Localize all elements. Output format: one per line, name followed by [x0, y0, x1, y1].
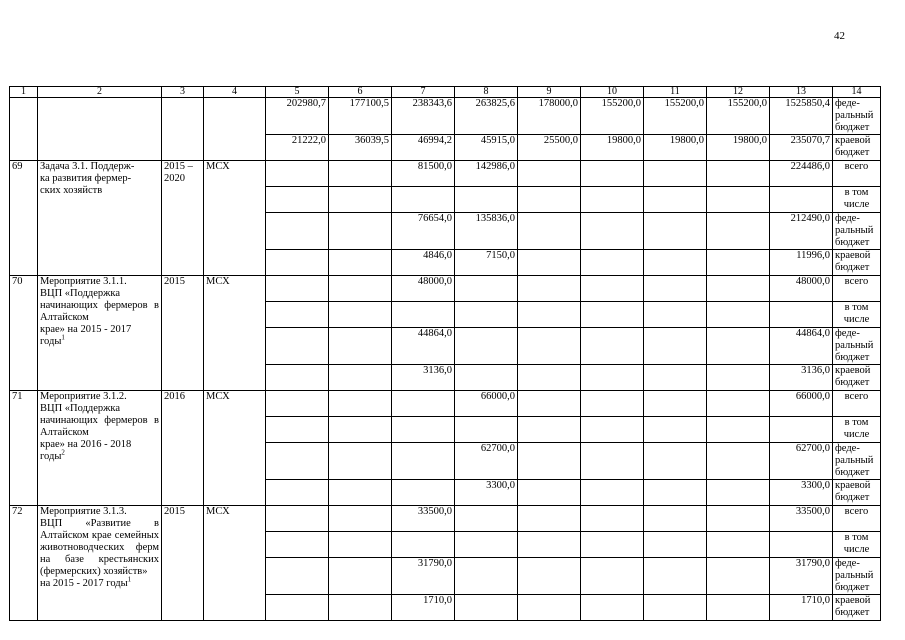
amount-cell	[770, 302, 833, 328]
amount-cell	[455, 302, 518, 328]
amount-cell	[266, 328, 329, 365]
amount-cell	[329, 558, 392, 595]
amount-cell	[266, 161, 329, 187]
amount-cell	[581, 506, 644, 532]
funding-source-cell: всего	[833, 391, 881, 417]
amount-cell	[329, 532, 392, 558]
amount-cell	[518, 365, 581, 391]
amount-cell: 1525850,4	[770, 98, 833, 135]
amount-cell	[707, 328, 770, 365]
amount-cell: 21222,0	[266, 135, 329, 161]
row-number-cell: 71	[10, 391, 38, 506]
amount-cell	[266, 443, 329, 480]
amount-cell	[644, 250, 707, 276]
table-row	[10, 276, 881, 302]
amount-cell	[266, 250, 329, 276]
period-cell: 2015 – 2020	[162, 161, 204, 276]
amount-cell: 66000,0	[770, 391, 833, 417]
amount-cell: 33500,0	[770, 506, 833, 532]
table-row	[10, 391, 881, 417]
amount-cell	[518, 443, 581, 480]
activity-name-cell: Мероприятие 3.1.2. ВЦП «Поддержка начинающих фермеров в Алтайском крае» на 2016 - 2018 годы$^2$	[38, 391, 162, 506]
funding-source-cell: краевой бюджет	[833, 365, 881, 391]
amount-cell	[455, 595, 518, 621]
amount-cell: 45915,0	[455, 135, 518, 161]
page-number: 42	[834, 30, 845, 42]
amount-cell	[518, 328, 581, 365]
column-number-cell: 11	[644, 87, 707, 98]
table-row	[10, 98, 881, 135]
funding-source-cell: краевой бюджет	[833, 250, 881, 276]
amount-cell	[581, 187, 644, 213]
amount-cell	[329, 391, 392, 417]
amount-cell	[644, 187, 707, 213]
amount-cell: 3300,0	[455, 480, 518, 506]
amount-cell	[455, 558, 518, 595]
amount-cell: 155200,0	[644, 98, 707, 135]
amount-cell	[518, 161, 581, 187]
amount-cell	[581, 328, 644, 365]
amount-cell	[266, 276, 329, 302]
column-number-cell: 10	[581, 87, 644, 98]
amount-cell	[707, 506, 770, 532]
amount-cell	[581, 276, 644, 302]
amount-cell: 66000,0	[455, 391, 518, 417]
amount-cell: 1710,0	[770, 595, 833, 621]
amount-cell	[455, 417, 518, 443]
amount-cell	[644, 213, 707, 250]
amount-cell: 25500,0	[518, 135, 581, 161]
funding-source-cell: в том числе	[833, 187, 881, 213]
amount-cell	[644, 506, 707, 532]
amount-cell	[329, 480, 392, 506]
amount-cell	[392, 302, 455, 328]
column-number-cell: 9	[518, 87, 581, 98]
amount-cell: 235070,7	[770, 135, 833, 161]
amount-cell	[266, 506, 329, 532]
amount-cell	[455, 187, 518, 213]
amount-cell	[581, 391, 644, 417]
amount-cell: 135836,0	[455, 213, 518, 250]
amount-cell	[518, 391, 581, 417]
amount-cell: 238343,6	[392, 98, 455, 135]
amount-cell	[707, 532, 770, 558]
amount-cell	[455, 365, 518, 391]
amount-cell: 11996,0	[770, 250, 833, 276]
amount-cell: 263825,6	[455, 98, 518, 135]
amount-cell	[707, 187, 770, 213]
row-number-cell: 69	[10, 161, 38, 276]
table-row	[10, 161, 881, 187]
funding-source-cell: в том числе	[833, 302, 881, 328]
amount-cell	[581, 365, 644, 391]
funding-source-cell: краевой бюджет	[833, 135, 881, 161]
funding-source-cell: всего	[833, 506, 881, 532]
column-number-cell: 2	[38, 87, 162, 98]
amount-cell	[707, 161, 770, 187]
column-number-cell: 5	[266, 87, 329, 98]
funding-source-cell: краевой бюджет	[833, 595, 881, 621]
amount-cell	[707, 558, 770, 595]
amount-cell	[707, 302, 770, 328]
amount-cell	[518, 276, 581, 302]
amount-cell: 44864,0	[770, 328, 833, 365]
amount-cell: 177100,5	[329, 98, 392, 135]
amount-cell: 36039,5	[329, 135, 392, 161]
amount-cell: 4846,0	[392, 250, 455, 276]
column-number-cell: 1	[10, 87, 38, 98]
table-row	[10, 506, 881, 532]
amount-cell	[518, 595, 581, 621]
column-number-cell: 3	[162, 87, 204, 98]
amount-cell	[266, 595, 329, 621]
activity-name-cell: Задача 3.1. Поддерж- ка развития фермер- ских хозяйств	[38, 161, 162, 276]
amount-cell: 202980,7	[266, 98, 329, 135]
amount-cell	[644, 417, 707, 443]
amount-cell	[329, 161, 392, 187]
amount-cell	[329, 417, 392, 443]
amount-cell: 44864,0	[392, 328, 455, 365]
amount-cell	[644, 480, 707, 506]
amount-cell: 1710,0	[392, 595, 455, 621]
column-number-row	[10, 87, 881, 98]
column-number-cell: 6	[329, 87, 392, 98]
amount-cell	[518, 302, 581, 328]
column-number-cell: 14	[833, 87, 881, 98]
amount-cell	[770, 417, 833, 443]
amount-cell	[581, 302, 644, 328]
amount-cell: 81500,0	[392, 161, 455, 187]
executor-cell: МСХ	[204, 276, 266, 391]
amount-cell	[644, 276, 707, 302]
amount-cell: 48000,0	[770, 276, 833, 302]
amount-cell	[770, 532, 833, 558]
funding-source-cell: феде- ральный бюджет	[833, 98, 881, 135]
amount-cell	[329, 365, 392, 391]
amount-cell	[329, 213, 392, 250]
amount-cell	[707, 250, 770, 276]
amount-cell: 33500,0	[392, 506, 455, 532]
funding-source-cell: всего	[833, 276, 881, 302]
activity-name-cell	[38, 98, 162, 161]
amount-cell: 19800,0	[581, 135, 644, 161]
funding-source-cell: феде- ральный бюджет	[833, 328, 881, 365]
amount-cell	[707, 417, 770, 443]
amount-cell	[329, 250, 392, 276]
amount-cell	[392, 443, 455, 480]
amount-cell	[455, 276, 518, 302]
amount-cell	[644, 328, 707, 365]
column-number-cell: 12	[707, 87, 770, 98]
amount-cell	[266, 302, 329, 328]
amount-cell	[581, 250, 644, 276]
amount-cell	[455, 532, 518, 558]
amount-cell	[455, 328, 518, 365]
amount-cell: 31790,0	[392, 558, 455, 595]
funding-source-cell: феде- ральный бюджет	[833, 443, 881, 480]
amount-cell	[707, 365, 770, 391]
period-cell: 2015	[162, 276, 204, 391]
executor-cell	[204, 98, 266, 161]
period-cell: 2015	[162, 506, 204, 621]
amount-cell: 212490,0	[770, 213, 833, 250]
amount-cell	[581, 161, 644, 187]
funding-source-cell: краевой бюджет	[833, 480, 881, 506]
amount-cell	[329, 276, 392, 302]
amount-cell	[644, 391, 707, 417]
activity-name-cell: Мероприятие 3.1.3. ВЦП «Развитие в Алтайском крае семейных животноводческих ферм на базе крестьянских (фермерских) хозяйств» на 2015 - 2017 годы$^1$	[38, 506, 162, 621]
row-number-cell: 72	[10, 506, 38, 621]
executor-cell: МСХ	[204, 391, 266, 506]
amount-cell	[581, 558, 644, 595]
amount-cell	[266, 532, 329, 558]
funding-source-cell: феде- ральный бюджет	[833, 213, 881, 250]
column-number-cell: 8	[455, 87, 518, 98]
amount-cell	[581, 532, 644, 558]
amount-cell: 48000,0	[392, 276, 455, 302]
amount-cell	[266, 365, 329, 391]
funding-source-cell: в том числе	[833, 417, 881, 443]
amount-cell	[518, 417, 581, 443]
amount-cell	[329, 187, 392, 213]
amount-cell: 155200,0	[581, 98, 644, 135]
amount-cell	[329, 443, 392, 480]
amount-cell	[266, 417, 329, 443]
amount-cell	[518, 213, 581, 250]
amount-cell	[644, 558, 707, 595]
amount-cell	[581, 480, 644, 506]
amount-cell	[644, 365, 707, 391]
amount-cell	[392, 532, 455, 558]
amount-cell	[392, 417, 455, 443]
amount-cell	[707, 276, 770, 302]
amount-cell: 31790,0	[770, 558, 833, 595]
amount-cell: 19800,0	[644, 135, 707, 161]
amount-cell: 178000,0	[518, 98, 581, 135]
amount-cell	[707, 213, 770, 250]
column-number-cell: 7	[392, 87, 455, 98]
amount-cell	[518, 187, 581, 213]
amount-cell	[644, 532, 707, 558]
amount-cell	[392, 480, 455, 506]
amount-cell	[392, 391, 455, 417]
amount-cell	[707, 595, 770, 621]
executor-cell: МСХ	[204, 161, 266, 276]
amount-cell	[266, 480, 329, 506]
amount-cell	[329, 328, 392, 365]
amount-cell: 46994,2	[392, 135, 455, 161]
amount-cell	[581, 213, 644, 250]
amount-cell	[518, 558, 581, 595]
amount-cell	[266, 187, 329, 213]
amount-cell	[518, 506, 581, 532]
amount-cell	[518, 480, 581, 506]
amount-cell	[266, 391, 329, 417]
row-number-cell: 70	[10, 276, 38, 391]
amount-cell	[518, 250, 581, 276]
amount-cell	[455, 506, 518, 532]
amount-cell	[329, 302, 392, 328]
amount-cell: 7150,0	[455, 250, 518, 276]
executor-cell: МСХ	[204, 506, 266, 621]
column-number-cell: 13	[770, 87, 833, 98]
amount-cell	[707, 443, 770, 480]
amount-cell: 3300,0	[770, 480, 833, 506]
amount-cell: 76654,0	[392, 213, 455, 250]
amount-cell	[644, 302, 707, 328]
amount-cell	[266, 558, 329, 595]
amount-cell	[644, 443, 707, 480]
amount-cell: 224486,0	[770, 161, 833, 187]
amount-cell	[518, 532, 581, 558]
amount-cell: 155200,0	[707, 98, 770, 135]
amount-cell	[644, 161, 707, 187]
funding-source-cell: в том числе	[833, 532, 881, 558]
period-cell	[162, 98, 204, 161]
activity-name-cell: Мероприятие 3.1.1. ВЦП «Поддержка начинающих фермеров в Алтайском крае» на 2015 - 2017 годы$^1$	[38, 276, 162, 391]
amount-cell	[581, 443, 644, 480]
period-cell: 2016	[162, 391, 204, 506]
amount-cell	[581, 417, 644, 443]
amount-cell	[329, 595, 392, 621]
amount-cell: 62700,0	[770, 443, 833, 480]
amount-cell: 19800,0	[707, 135, 770, 161]
amount-cell	[581, 595, 644, 621]
amount-cell	[329, 506, 392, 532]
column-number-cell: 4	[204, 87, 266, 98]
amount-cell	[770, 187, 833, 213]
amount-cell	[707, 480, 770, 506]
amount-cell	[392, 187, 455, 213]
amount-cell: 62700,0	[455, 443, 518, 480]
row-number-cell	[10, 98, 38, 161]
amount-cell: 3136,0	[770, 365, 833, 391]
amount-cell: 142986,0	[455, 161, 518, 187]
amount-cell: 3136,0	[392, 365, 455, 391]
funding-source-cell: всего	[833, 161, 881, 187]
funding-source-cell: феде- ральный бюджет	[833, 558, 881, 595]
amount-cell	[707, 391, 770, 417]
amount-cell	[644, 595, 707, 621]
amount-cell	[266, 213, 329, 250]
budget-table	[9, 86, 881, 621]
